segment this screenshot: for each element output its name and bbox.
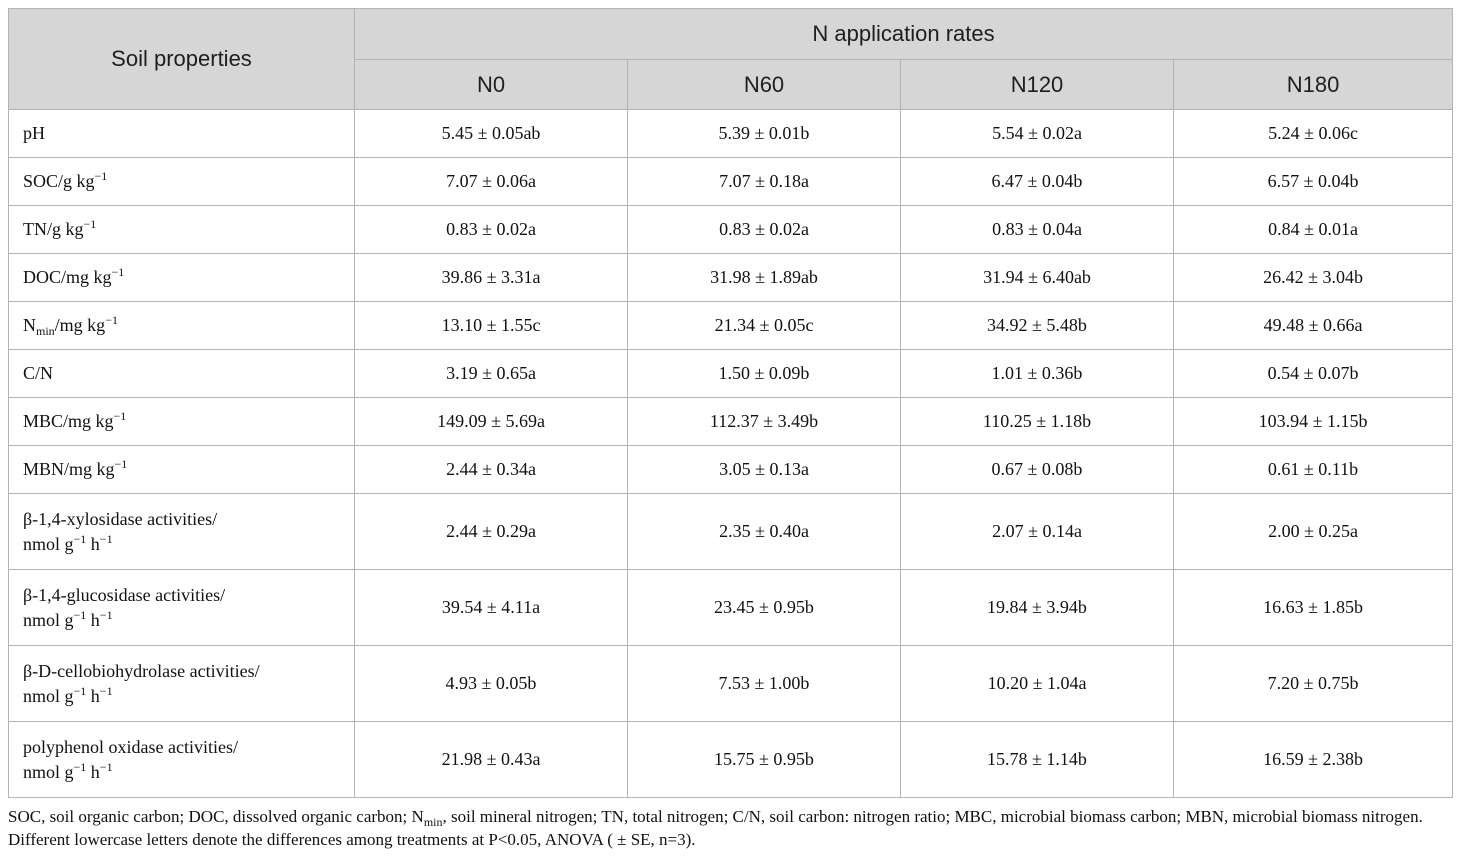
label-superscript: −1 xyxy=(73,759,87,774)
row-header-soil-properties: Soil properties xyxy=(9,9,355,110)
label-subscript: min xyxy=(36,324,55,338)
label-text: β-1,4-glucosidase activities/ xyxy=(23,584,226,605)
label-superscript: −1 xyxy=(94,169,108,183)
column-header-n120: N120 xyxy=(901,60,1174,110)
cell-value: 2.44 ± 0.34a xyxy=(355,446,628,494)
label-text: β-D-cellobiohydrolase activities/ xyxy=(23,660,260,681)
label-superscript: −1 xyxy=(113,409,127,423)
row-label xyxy=(9,350,355,398)
cell-value: 21.34 ± 0.05c xyxy=(628,302,901,350)
cell-value: 0.61 ± 0.11b xyxy=(1174,446,1453,494)
cell-value: 39.86 ± 3.31a xyxy=(355,254,628,302)
cell-value: 1.01 ± 0.36b xyxy=(901,350,1174,398)
row-label xyxy=(9,398,355,446)
row-label xyxy=(9,494,355,570)
label-text: pH xyxy=(23,123,45,143)
label-text: SOC/g kg xyxy=(23,171,95,191)
label-superscript: −1 xyxy=(99,683,113,698)
row-label xyxy=(9,254,355,302)
cell-value: 7.07 ± 0.06a xyxy=(355,158,628,206)
label-text: nmol g xyxy=(23,761,74,782)
table-row xyxy=(9,110,1453,158)
soil-properties-table xyxy=(8,8,1453,798)
cell-value: 31.98 ± 1.89ab xyxy=(628,254,901,302)
label-superscript: −1 xyxy=(114,457,128,471)
row-label xyxy=(9,110,355,158)
cell-value: 5.39 ± 0.01b xyxy=(628,110,901,158)
label-text: h xyxy=(86,533,100,554)
cell-value: 0.83 ± 0.02a xyxy=(355,206,628,254)
cell-value: 13.10 ± 1.55c xyxy=(355,302,628,350)
table-row xyxy=(9,570,1453,646)
cell-value: 5.54 ± 0.02a xyxy=(901,110,1174,158)
label-text: h xyxy=(86,761,100,782)
row-label xyxy=(9,446,355,494)
column-header-n0: N0 xyxy=(355,60,628,110)
row-label xyxy=(9,158,355,206)
label-text: MBN/mg kg xyxy=(23,459,115,479)
cell-value: 2.07 ± 0.14a xyxy=(901,494,1174,570)
cell-value: 16.63 ± 1.85b xyxy=(1174,570,1453,646)
label-superscript: −1 xyxy=(105,313,118,327)
label-text: h xyxy=(86,685,100,706)
label-superscript: −1 xyxy=(73,607,87,622)
label-superscript: −1 xyxy=(83,217,97,231)
label-text: C/N xyxy=(23,363,54,383)
cell-value: 23.45 ± 0.95b xyxy=(628,570,901,646)
cell-value: 26.42 ± 3.04b xyxy=(1174,254,1453,302)
cell-value: 0.84 ± 0.01a xyxy=(1174,206,1453,254)
cell-value: 7.20 ± 0.75b xyxy=(1174,646,1453,722)
cell-value: 4.93 ± 0.05b xyxy=(355,646,628,722)
label-text: nmol g xyxy=(23,609,74,630)
label-text: nmol g xyxy=(23,533,74,554)
table-row xyxy=(9,446,1453,494)
footnote-text: SOC, soil organic carbon; DOC, dissolved organic carbon; N xyxy=(8,807,424,826)
cell-value: 6.57 ± 0.04b xyxy=(1174,158,1453,206)
column-header-n60: N60 xyxy=(628,60,901,110)
cell-value: 31.94 ± 6.40ab xyxy=(901,254,1174,302)
label-superscript: −1 xyxy=(111,265,125,279)
cell-value: 19.84 ± 3.94b xyxy=(901,570,1174,646)
row-label xyxy=(9,206,355,254)
table-row xyxy=(9,254,1453,302)
table-row xyxy=(9,302,1453,350)
label-superscript: −1 xyxy=(73,683,87,698)
cell-value: 49.48 ± 0.66a xyxy=(1174,302,1453,350)
cell-value: 2.35 ± 0.40a xyxy=(628,494,901,570)
cell-value: 103.94 ± 1.15b xyxy=(1174,398,1453,446)
cell-value: 149.09 ± 5.69a xyxy=(355,398,628,446)
cell-value: 1.50 ± 0.09b xyxy=(628,350,901,398)
cell-value: 110.25 ± 1.18b xyxy=(901,398,1174,446)
footnote-text: , soil mineral nitrogen; TN, total nitrogen; C/N, soil carbon: nitrogen ratio; MBC, microbial biomass carbon; MBN, microbial biomass nitrogen. Different lowercase letters denote the differences among treatments at P<0.05, ANOVA ( ± SE, n=3). xyxy=(8,807,1423,849)
table-row xyxy=(9,722,1453,798)
column-header-n180: N180 xyxy=(1174,60,1453,110)
row-label xyxy=(9,722,355,798)
cell-value: 7.07 ± 0.18a xyxy=(628,158,901,206)
footnote-subscript: min xyxy=(423,815,443,829)
cell-value: 15.75 ± 0.95b xyxy=(628,722,901,798)
group-header-n-application-rates: N application rates xyxy=(355,9,1453,60)
cell-value: 0.83 ± 0.02a xyxy=(628,206,901,254)
label-text: TN/g kg xyxy=(23,219,84,239)
cell-value: 7.53 ± 1.00b xyxy=(628,646,901,722)
label-superscript: −1 xyxy=(99,759,113,774)
label-text: MBC/mg kg xyxy=(23,411,114,431)
cell-value: 2.00 ± 0.25a xyxy=(1174,494,1453,570)
table-footnote xyxy=(8,805,1452,851)
cell-value: 112.37 ± 3.49b xyxy=(628,398,901,446)
cell-value: 0.54 ± 0.07b xyxy=(1174,350,1453,398)
cell-value: 34.92 ± 5.48b xyxy=(901,302,1174,350)
cell-value: 2.44 ± 0.29a xyxy=(355,494,628,570)
label-text: nmol g xyxy=(23,685,74,706)
cell-value: 5.45 ± 0.05ab xyxy=(355,110,628,158)
table-row xyxy=(9,398,1453,446)
cell-value: 6.47 ± 0.04b xyxy=(901,158,1174,206)
label-text: N xyxy=(23,315,36,335)
table-row xyxy=(9,350,1453,398)
cell-value: 39.54 ± 4.11a xyxy=(355,570,628,646)
label-superscript: −1 xyxy=(73,531,87,546)
table-row xyxy=(9,494,1453,570)
label-text: h xyxy=(86,609,100,630)
table-row xyxy=(9,646,1453,722)
cell-value: 21.98 ± 0.43a xyxy=(355,722,628,798)
label-text: β-1,4-xylosidase activities/ xyxy=(23,508,218,529)
table-row xyxy=(9,206,1453,254)
label-text: DOC/mg kg xyxy=(23,267,112,287)
cell-value: 0.67 ± 0.08b xyxy=(901,446,1174,494)
row-label xyxy=(9,646,355,722)
cell-value: 10.20 ± 1.04a xyxy=(901,646,1174,722)
table-container xyxy=(8,8,1452,851)
label-text: /mg kg xyxy=(54,315,106,335)
cell-value: 3.19 ± 0.65a xyxy=(355,350,628,398)
label-text: polyphenol oxidase activities/ xyxy=(23,736,238,757)
cell-value: 16.59 ± 2.38b xyxy=(1174,722,1453,798)
cell-value: 3.05 ± 0.13a xyxy=(628,446,901,494)
cell-value: 0.83 ± 0.04a xyxy=(901,206,1174,254)
table-row xyxy=(9,158,1453,206)
cell-value: 15.78 ± 1.14b xyxy=(901,722,1174,798)
label-superscript: −1 xyxy=(99,607,113,622)
cell-value: 5.24 ± 0.06c xyxy=(1174,110,1453,158)
label-superscript: −1 xyxy=(99,531,113,546)
row-label xyxy=(9,302,355,350)
row-label xyxy=(9,570,355,646)
